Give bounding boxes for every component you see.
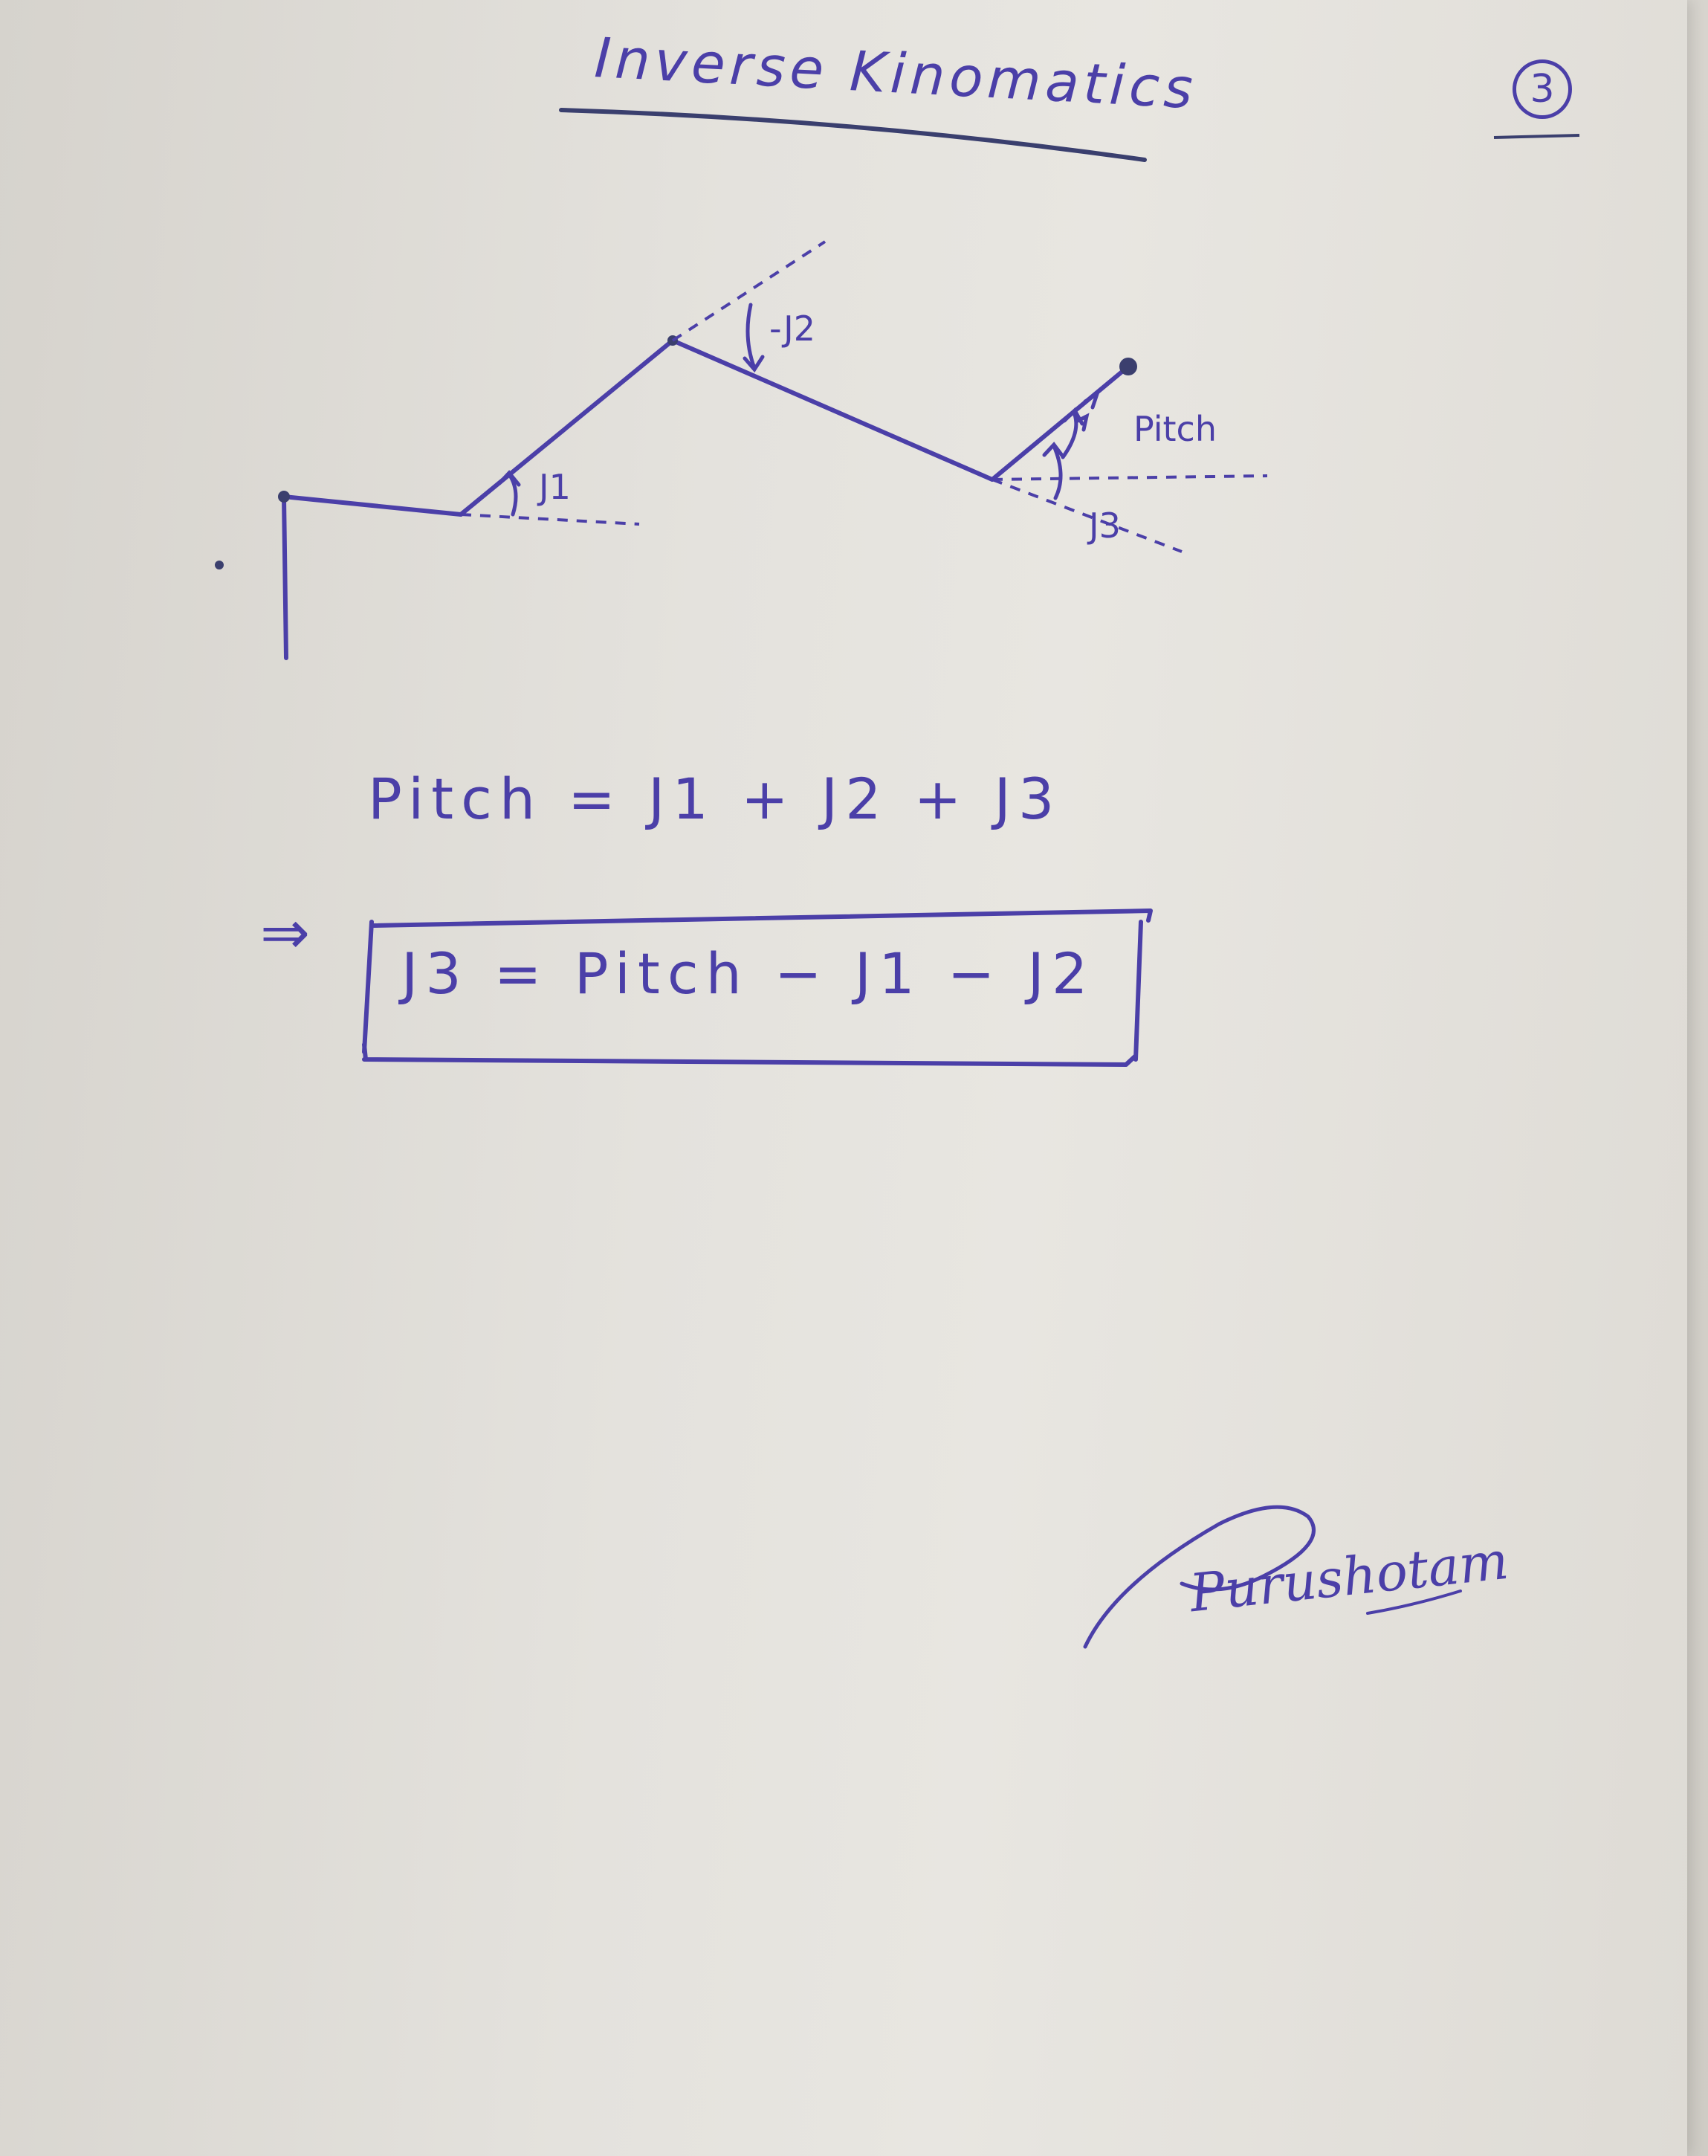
label-pitch: Pitch (1133, 409, 1217, 449)
page-number: 3 (1513, 59, 1572, 119)
label-j2: -J2 (769, 309, 815, 349)
signature: Purushotam (1186, 1529, 1512, 1624)
label-j3: J3 (1089, 506, 1121, 546)
equation-j3-result: J3 = Pitch − J1 − J2 (401, 940, 1096, 1007)
page-title: Inverse Kinomatics (592, 26, 1199, 122)
implies-symbol: ⇒ (260, 898, 318, 967)
equation-pitch-sum: Pitch = J1 + J2 + J3 (368, 766, 1062, 832)
label-j1: J1 (539, 467, 571, 507)
